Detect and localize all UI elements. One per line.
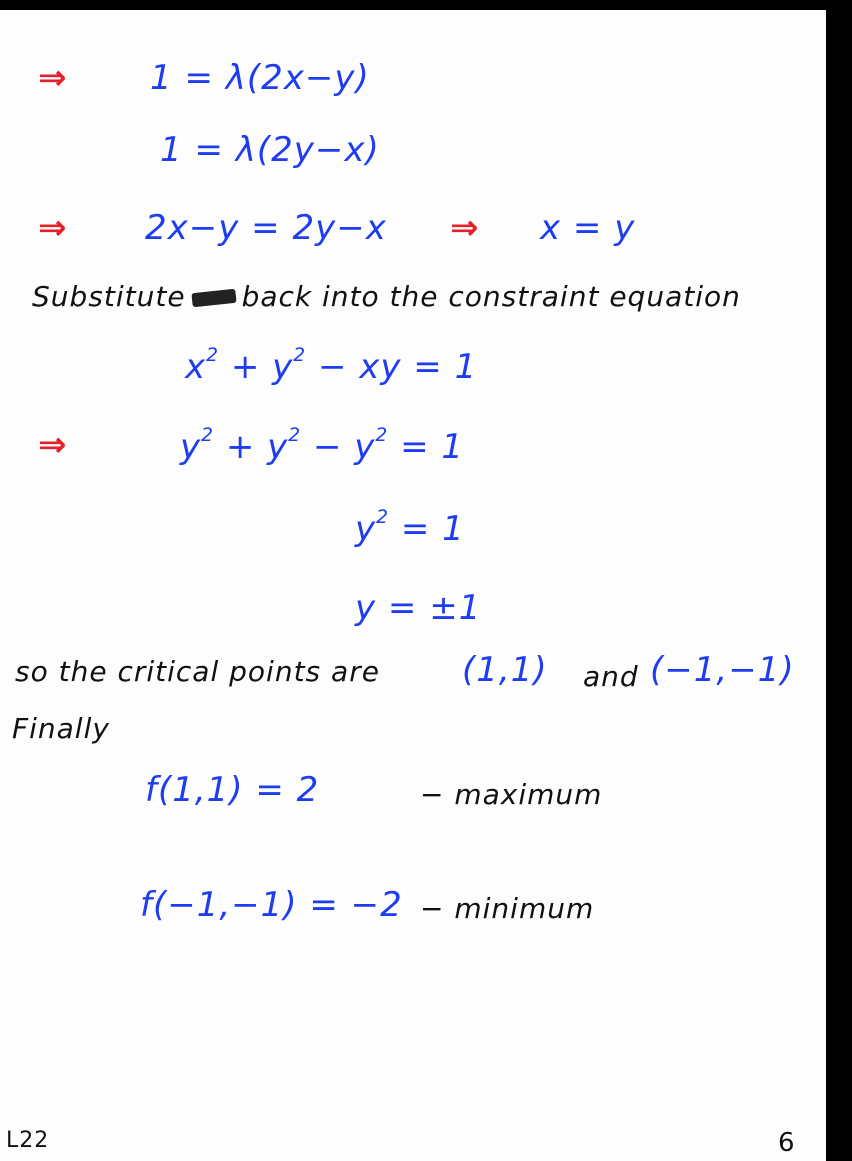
sub-y2: + y (225, 426, 289, 467)
critical-points-text: so the critical points are (15, 655, 380, 688)
scan-border-top (0, 0, 852, 10)
and-word: and (583, 660, 639, 693)
notes-page (0, 10, 826, 1161)
implies-arrow-4: ⇒ (38, 425, 67, 465)
exponent: 2 (375, 425, 389, 446)
page-number: 6 (778, 1128, 796, 1158)
equation-3: 2x−y = 2y−x (145, 208, 387, 248)
exponent: 2 (293, 345, 307, 366)
max-label: − maximum (420, 778, 603, 811)
substituted-equation (180, 425, 464, 467)
sub-y3: − y (312, 426, 376, 467)
equation-2: 1 = λ(2y−x) (160, 130, 380, 170)
sub-equals: = 1 (400, 426, 465, 467)
constraint-rest: − xy = 1 (317, 346, 478, 387)
exponent: 2 (201, 425, 215, 446)
y-squared-equation (355, 507, 465, 549)
sub-y1: y (180, 426, 202, 467)
y-solution: y = ±1 (355, 588, 482, 628)
implies-arrow-3: ⇒ (450, 208, 479, 248)
ysq-equals: = 1 (400, 508, 465, 549)
crossed-out-scribble (191, 289, 236, 308)
max-value: f(1,1) = 2 (145, 770, 320, 810)
critical-point-2: (−1,−1) (650, 650, 795, 690)
ysq-y: y (355, 508, 377, 549)
exponent: 2 (376, 507, 390, 528)
substitute-word: Substitute (32, 280, 186, 313)
implies-arrow-2: ⇒ (38, 208, 67, 248)
implies-arrow-1: ⇒ (38, 58, 67, 98)
min-value: f(−1,−1) = −2 (140, 885, 403, 925)
finally-text: Finally (12, 712, 110, 745)
lecture-code: L22 (6, 1128, 50, 1153)
substitute-text (32, 280, 741, 313)
constraint-x: x (185, 346, 207, 387)
constraint-equation (185, 345, 477, 387)
equation-3-result: x = y (540, 208, 636, 248)
constraint-y: + y (230, 346, 294, 387)
equation-1: 1 = λ(2x−y) (150, 58, 370, 98)
exponent: 2 (288, 425, 302, 446)
scan-border-right (826, 0, 852, 1161)
min-label: − minimum (420, 892, 595, 925)
exponent: 2 (206, 345, 220, 366)
substitute-rest: back into the constraint equation (241, 280, 741, 313)
critical-point-1: (1,1) (462, 650, 548, 690)
